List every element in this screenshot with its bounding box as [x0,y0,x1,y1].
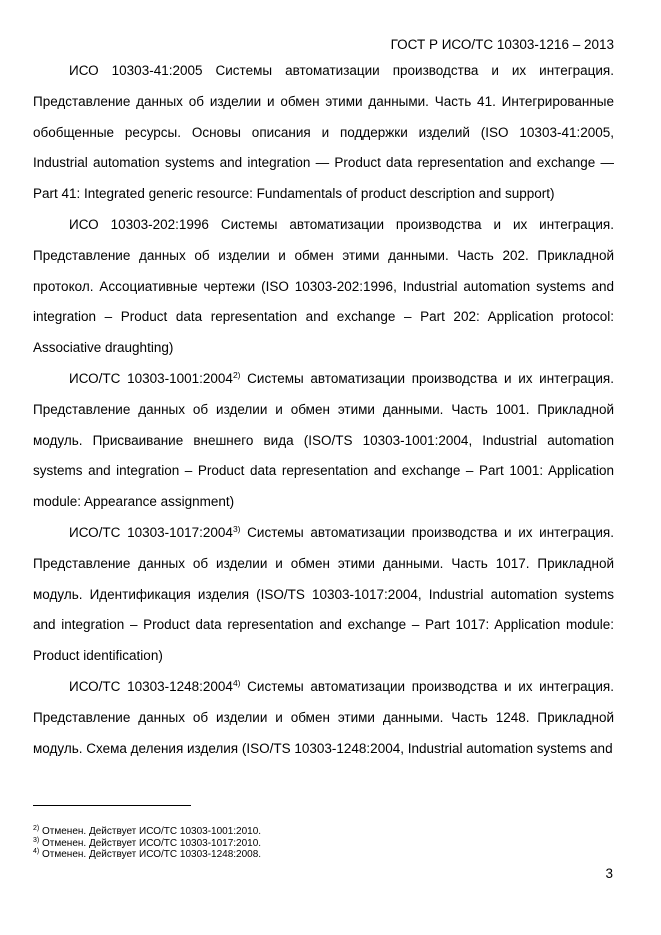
reference-code: ИСО/ТС 10303-1017:2004 [69,524,233,540]
page-number: 3 [605,866,613,881]
footnote-text: Отменен. Действует ИСО/ТС 10303-1001:2010. [39,826,262,837]
reference-code: ИСО 10303-41:2005 [69,63,203,78]
footnote-mark[interactable]: 2) [232,369,241,380]
reference-text: Системы автоматизации производства и их интеграция. Представление данных об изделии и обмен этими данными. Часть 1017. Прикладной модуль. Идентификация изделия (ISO/TS 10303-1017:2004, Industrial automation systems and integration – Product data representation and exchange – Part 1017: Application module: Product identification) [33,524,614,664]
footnote [33,849,593,861]
footnotes [33,826,593,861]
reference-paragraph [33,518,614,672]
footnote-number: 2) [33,825,40,832]
footnote [33,838,593,850]
reference-paragraph [33,56,614,210]
reference-text: Системы автоматизации производства и их интеграция. Представление данных об изделии и обмен этими данными. Часть 41. Интегрированные обобщенные ресурсы. Основы описания и поддержки изделий (ISO 10303-41:2005, Industrial automation systems and integration — Product data representation and exchange — Part 41: Integrated generic resource: Fundamentals of product description and support) [33,63,614,202]
footnote-number: 4) [33,848,40,855]
page-header: ГОСТ Р ИСО/ТС 10303-1216 – 2013 [390,37,614,52]
footnote-text: Отменен. Действует ИСО/ТС 10303-1017:2010. [39,837,262,849]
reference-text: Системы автоматизации производства и их интеграция. Представление данных об изделии и обмен этими данными. Часть 202. Прикладной протокол. Ассоциативные чертежи (ISO 10303-202:1996, Industrial automation systems and integration – Product data representation and exchange – Part 202: Application protocol: Associative draughting) [33,216,614,356]
footnote-number: 3) [33,836,40,844]
reference-paragraph [33,210,614,364]
reference-paragraph [33,364,614,518]
reference-code: ИСО/ТС 10303-1248:2004 [69,678,233,694]
footnote-mark[interactable]: 3) [232,523,241,534]
footnote-text: Отменен. Действует ИСО/ТС 10303-1248:2008. [39,849,262,860]
footnote-mark[interactable]: 4) [232,677,241,688]
reference-paragraph [33,672,614,764]
footnote [33,826,593,838]
reference-text: Системы автоматизации производства и их интеграция. Представление данных об изделии и обмен этими данными. Часть 1248. Прикладной модуль. Схема деления изделия (ISO/TS 10303-1248:2004, Industrial automation systems and [33,678,614,756]
reference-code: ИСО 10303-202:1996 [69,216,209,232]
reference-text: Системы автоматизации производства и их интеграция. Представление данных об изделии и обмен этими данными. Часть 1001. Прикладной модуль. Присваивание внешнего вида (ISO/TS 10303-1001:2004, Industrial automation systems and integration – Product data representation and exchange – Part 1001: Application module: Appearance assignment) [33,370,614,510]
reference-code: ИСО/ТС 10303-1001:2004 [69,370,233,386]
document-body [33,56,614,764]
footnote-separator [33,805,191,806]
